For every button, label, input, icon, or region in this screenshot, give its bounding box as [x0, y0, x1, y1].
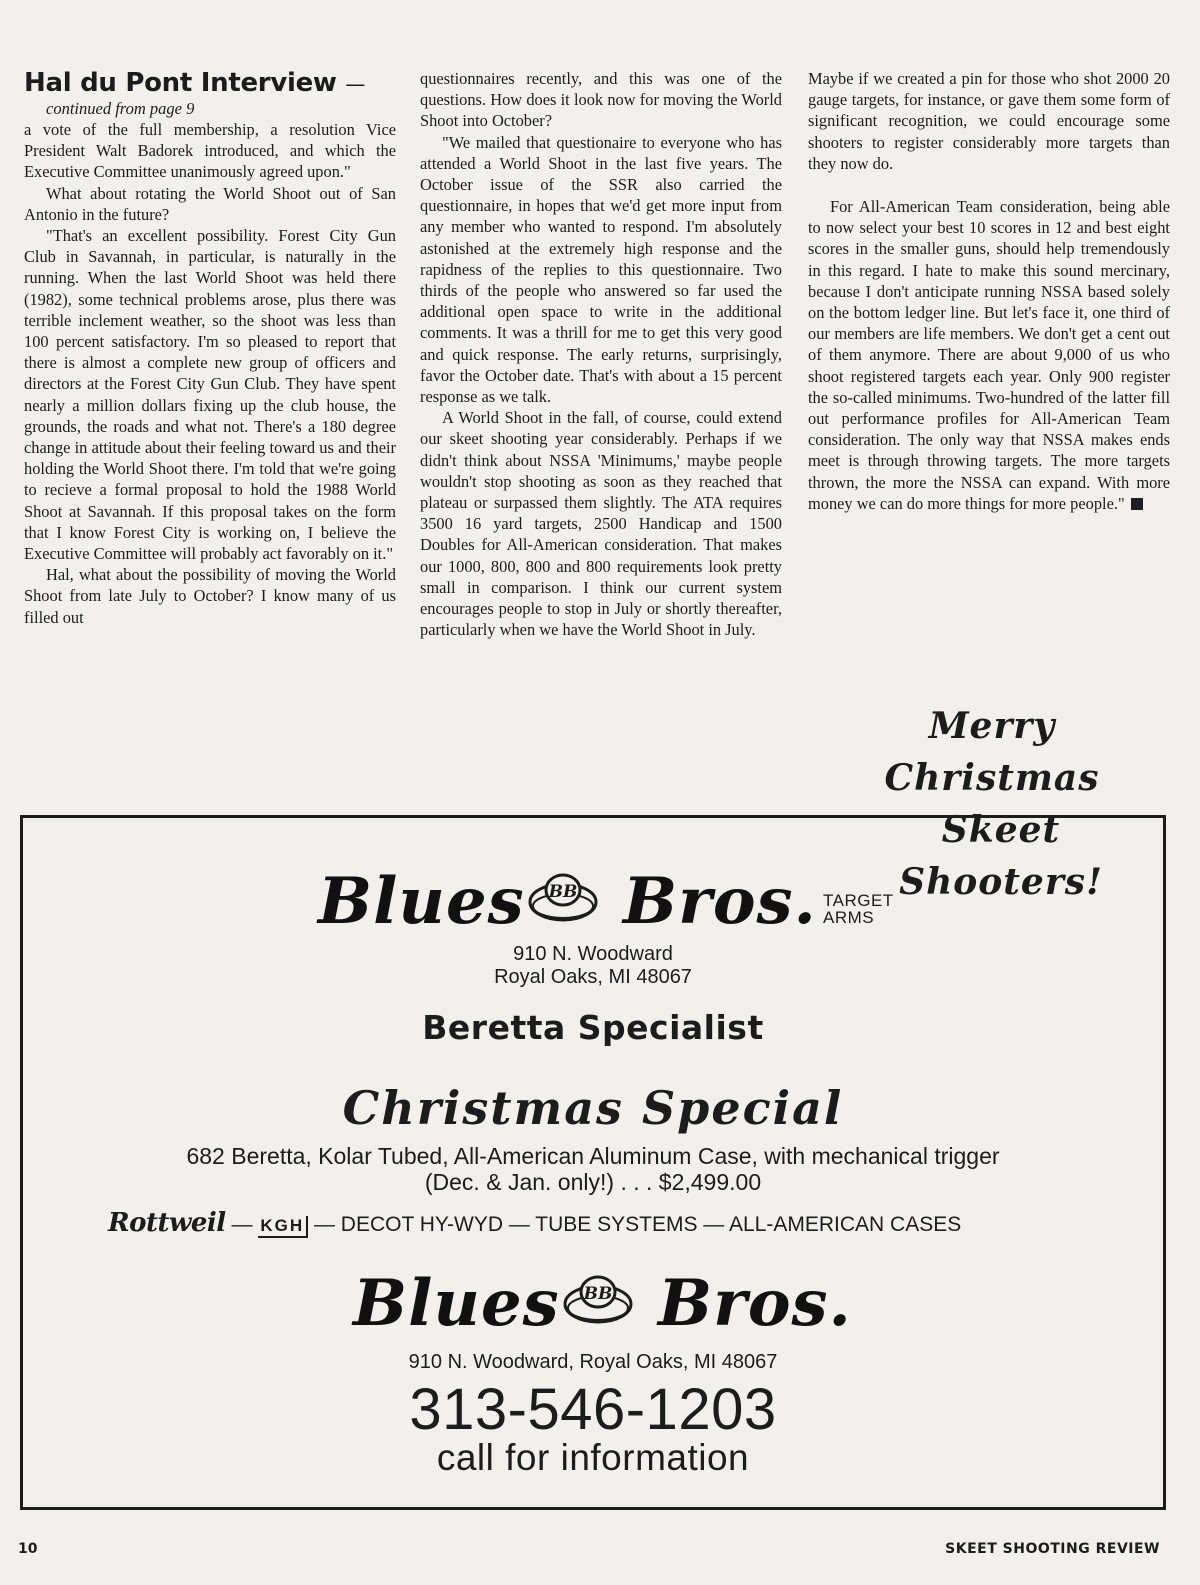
call-for-information: call for information	[436, 1437, 750, 1478]
krieghoff-logo: KGH	[258, 1216, 308, 1238]
blues-bros-logo-top	[23, 856, 1163, 946]
brand-separator: —	[231, 1213, 253, 1236]
article-column-2	[420, 68, 782, 640]
phone-number: 313-546-1203	[409, 1377, 777, 1442]
offer-line-1: 682 Beretta, Kolar Tubed, All-American Aluminum Case, with mechanical trigger	[186, 1143, 1000, 1169]
rottweil-logo: Rottweil	[108, 1208, 226, 1238]
end-mark-icon	[1131, 498, 1143, 510]
logo-word-blues: Blues	[318, 864, 525, 939]
paragraph	[808, 196, 1170, 514]
paragraph: "That's an excellent possibility. Forest City Gun Club in Savannah, in particular, is naturally in the running. When the last World Shoot was held there (1982), some technical problems arose, plus there was terrible inclement weather, so the shoot was less than 100 percent satisfactory. I'm so pleased to report that there is almost a complete new group of officers and directors at the Forest City Gun Club. They have spent nearly a million dollars fixing up the club house, the grounds, the roads and what not. There's a 180 degree change in attitude about their feeling toward us and their holding the World Shoot there. I'm told that we're going to recieve a formal proposal to hold the 1988 World Shoot at Savannah. If this proposal takes on the form that I know Forest City is working on, I believe the Executive Committee will probably act favorably on it."	[24, 226, 396, 564]
badge-text: BB	[548, 882, 578, 902]
blues-bros-logo-bottom	[23, 1258, 1163, 1348]
address-block-top	[23, 943, 1163, 989]
article-column-3	[808, 68, 1170, 514]
tagline-target: TARGET	[823, 891, 894, 910]
greeting-line-2: Skeet Shooters!	[899, 809, 1103, 903]
offer-details	[23, 1143, 1163, 1195]
paragraph: What about rotating the World Shoot out of San Antonio in the future?	[24, 183, 396, 224]
address-street: 910 N. Woodward	[513, 943, 673, 965]
bb-badge-icon	[563, 1270, 633, 1330]
paragraph: a vote of the full membership, a resolution Vice President Walt Badorek introduced, and which the Executive Committee unanimously agreed upon."	[24, 120, 396, 182]
headline-dash: —	[345, 72, 366, 96]
bb-badge-icon	[528, 868, 598, 928]
paragraph: "We mailed that questionaire to everyone who has attended a World Shoot in the last five years. The October issue of the SSR also carried the questionnaire, in hopes that we'd get more input from any member who wanted to respond. I'm absolutely astonished at the extremely high response and the rapidness of the replies to this questionnaire. Two thirds of the people who answered so far used the additional open space to write in the additional comments. It was a thrill for me to get this very good and quick response. The early returns, surprisingly, favor the October date. That's with about a 15 percent response as we talk.	[420, 132, 782, 407]
address-city: Royal Oaks, MI 48067	[494, 966, 692, 988]
paragraph: Hal, what about the possibility of moving the World Shoot from late July to October? I know many of us filled out	[24, 565, 396, 627]
headline-text: Hal du Pont Interview	[24, 68, 337, 98]
paragraph: Maybe if we created a pin for those who shot 2000 20 gauge targets, for instance, or gave them some form of significant recognition, we could encourage some shooters to register considerably more targets than they now do.	[808, 69, 1170, 173]
paragraph: questionnaires recently, and this was one of the questions. How does it look now for moving the World Shoot into October?	[420, 69, 782, 131]
paragraph: A World Shoot in the fall, of course, could extend our skeet shooting year considerably. Perhaps if we didn't think about NSSA 'Minimums,' maybe people wouldn't stop shooting as soon as they reached that plateau or surpassed them slightly. The ATA requires 3500 16 yard targets, 2500 Handicap and 1500 Doubles for All-American consideration. That makes our 1000, 800, 800 and 800 requirements look pretty small in comparison. I think our current system encourages people to stop in July or shortly thereafter, particularly when we have the World Shoot in July.	[420, 408, 782, 640]
page-number: 10	[18, 1541, 38, 1557]
offer-line-2: (Dec. & Jan. only!) . . . $2,499.00	[424, 1169, 762, 1195]
address-full: 910 N. Woodward, Royal Oaks, MI 48067	[408, 1351, 778, 1373]
christmas-special-heading: Christmas Special	[342, 1081, 844, 1135]
continued-note: continued from page 9	[46, 99, 195, 118]
badge-text: BB	[583, 1284, 613, 1304]
tagline-arms: ARMS	[823, 908, 875, 927]
publication-name: SKEET SHOOTING REVIEW	[945, 1541, 1160, 1557]
greeting-line-1: Merry Christmas	[884, 705, 1100, 799]
article-headline	[24, 68, 396, 99]
brand-list	[108, 1208, 1113, 1240]
logo-word-bros: Bros.	[623, 864, 817, 939]
logo-word-blues: Blues	[353, 1266, 560, 1341]
advertisement-box	[20, 815, 1166, 1510]
article-column-1	[24, 68, 396, 628]
beretta-specialist-heading: Beretta Specialist	[422, 1008, 764, 1047]
logo-word-bros: Bros.	[658, 1266, 852, 1341]
brand-list-text: — DECOT HY-WYD — TUBE SYSTEMS — ALL-AMERICAN CASES	[313, 1213, 962, 1236]
paragraph-text: For All-American Team consideration, being able to now select your best 10 scores in 12 and best eight scores in the smaller guns, should help tremendously in this regard. I hate to make this sound mercinary, because I don't anticipate running NSSA based solely on the bottom ledger line. But let's face it, one third of our members are life members. We don't get a cent out of them anymore. There are about 9,000 of us who shoot registered targets each year. Only 900 register the so-called minimums. Two-hundred of the latter fill out performance profiles for All-American Team consideration. The only way that NSSA makes ends meet is through throwing targets. The more targets thrown, the more the NSSA can expand. With more money we can do more things for more people."	[808, 197, 1170, 513]
